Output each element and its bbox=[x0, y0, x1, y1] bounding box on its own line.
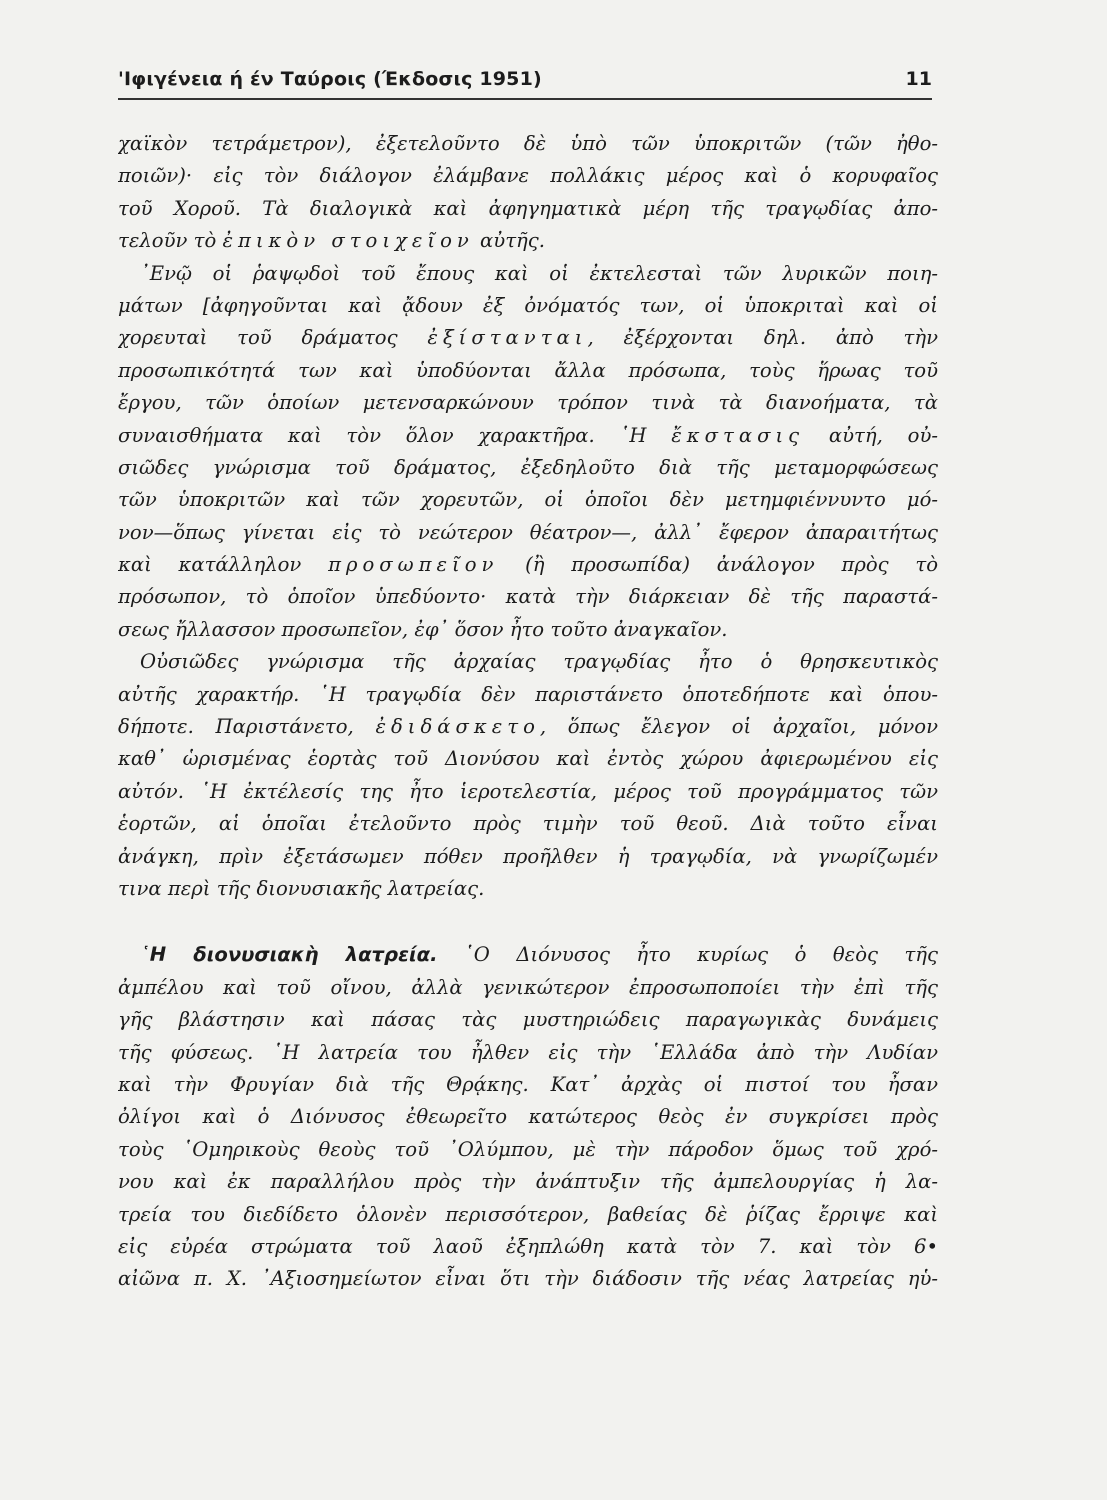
text-line: ᾿Ενῷ οἱ ῥαψῳδοὶ τοῦ ἔπους καὶ οἱ ἐκτελεσταὶ τῶν λυρικῶν ποιη- bbox=[140, 261, 938, 285]
spaced-emphasis: ἐξίστανται bbox=[427, 326, 588, 350]
text-line bbox=[118, 225, 938, 257]
running-title: 'Ιφιγένεια ή έν Ταύροις (Έκδοσις 1951) bbox=[118, 68, 542, 90]
text-line: ἑορτῶν, αἱ ὁποῖαι ἐτελοῦντο πρὸς τιμὴν τοῦ θεοῦ. Διὰ τοῦτο εἶναι bbox=[118, 812, 938, 836]
text-line bbox=[118, 322, 938, 354]
text-line: προσωπικότητά των καὶ ὑποδύονται ἄλλα πρόσωπα, τοὺς ἥρωας τοῦ bbox=[118, 358, 938, 382]
text-line: ὀλίγοι καὶ ὁ Διόνυσος ἐθεωρεῖτο κατώτερος θεὸς ἐν συγκρίσει πρὸς bbox=[118, 1105, 938, 1129]
text-run: , ἐξέρχονται δηλ. ἀπὸ τὴν bbox=[587, 326, 938, 350]
section-gap bbox=[118, 905, 938, 939]
text-line: ἀμπέλου καὶ τοῦ οἴνου, ἀλλὰ γενικώτερον ἐπροσωποποίει τὴν ἐπὶ τῆς bbox=[118, 975, 938, 999]
text-line bbox=[118, 549, 938, 581]
text-line: ἔργου, τῶν ὁποίων μετενσαρκώνουν τρόπον τινὰ τὰ διανοήματα, τὰ bbox=[118, 391, 938, 415]
text-line: νον—ὅπως γίνεται εἰς τὸ νεώτερον θέατρον—, ἀλλ᾿ ἔφερον ἀπαραιτήτως bbox=[118, 520, 938, 544]
text-line: καθ᾿ ὡρισμένας ἑορτὰς τοῦ Διονύσου καὶ ἐντὸς χώρου ἀφιερωμένου εἰς bbox=[118, 747, 938, 771]
text-line: τῶν ὑποκριτῶν καὶ τῶν χορευτῶν, οἱ ὁποῖοι δὲν μετημφιέννυντο μό- bbox=[118, 488, 938, 512]
text-line: εἰς εὐρέα στρώματα τοῦ λαοῦ ἐξηπλώθη κατὰ τὸν 7. καὶ τὸν 6• bbox=[118, 1234, 938, 1258]
text-run: δήποτε. Παριστάνετο, bbox=[118, 715, 376, 739]
text-line: αὐτῆς χαρακτήρ. ῾Η τραγῳδία δὲν παριστάνετο ὁποτεδήποτε καὶ ὁπου- bbox=[118, 682, 938, 706]
section-heading: ῾Η διονυσιακὴ λατρεία. bbox=[140, 943, 438, 967]
text-line: γῆς βλάστησιν καὶ πάσας τὰς μυστηριώδεις παραγωγικὰς δυνάμεις bbox=[118, 1008, 938, 1032]
text-line: τρεία του διεδίδετο ὁλονὲν περισσότερον, βαθείας δὲ ῥίζας ἔρριψε καὶ bbox=[118, 1202, 938, 1226]
running-head bbox=[118, 68, 932, 98]
text-line bbox=[118, 711, 938, 743]
text-run: τελοῦν τὸ bbox=[118, 229, 223, 253]
text-run: αὐτή, οὐ- bbox=[804, 423, 938, 447]
text-run: καὶ κατάλληλον bbox=[118, 553, 329, 577]
text-line: καὶ τὴν Φρυγίαν διὰ τῆς Θρᾴκης. Κατ᾿ ἀρχὰς οἱ πιστοί του ἦσαν bbox=[118, 1072, 938, 1096]
text-run: ῾Ο Διόνυσος ἦτο κυρίως ὁ θεὸς τῆς bbox=[437, 943, 938, 967]
text-line: νου καὶ ἐκ παραλλήλου πρὸς τὴν ἀνάπτυξιν τῆς ἀμπελουργίας ἡ λα- bbox=[118, 1170, 938, 1194]
text-line: σιῶδες γνώρισμα τοῦ δράματος, ἐξεδηλοῦτο διὰ τῆς μεταμορφώσεως bbox=[118, 455, 938, 479]
text-run: χορευταὶ τοῦ δράματος bbox=[118, 326, 428, 350]
spaced-emphasis: ἔκστασις bbox=[671, 423, 805, 447]
text-line: πρόσωπον, τὸ ὁποῖον ὑπεδύοντο· κατὰ τὴν διάρκειαν δὲ τῆς παραστά- bbox=[118, 585, 938, 609]
text-line: τοῦ Χοροῦ. Τὰ διαλογικὰ καὶ ἀφηγηματικὰ μέρη τῆς τραγῳδίας ἀπο- bbox=[118, 196, 938, 220]
text-line: ἀνάγκη, πρὶν ἐξετάσωμεν πόθεν προῆλθεν ἡ τραγῳδία, νὰ γνωρίζωμέν bbox=[118, 844, 938, 868]
text-line: τῆς φύσεως. ῾Η λατρεία του ἦλθεν εἰς τὴν ῾Ελλάδα ἀπὸ τὴν Λυδίαν bbox=[118, 1040, 938, 1064]
text-line: τοὺς ῾Ομηρικοὺς θεοὺς τοῦ ᾿Ολύμπου, μὲ τὴν πάροδον ὅμως τοῦ χρό- bbox=[118, 1137, 938, 1161]
text-line: αὐτόν. ῾Η ἐκτέλεσίς της ἦτο ἱεροτελεστία, μέρος τοῦ προγράμματος τῶν bbox=[118, 779, 938, 803]
text-line bbox=[118, 939, 938, 971]
text-run: συναισθήματα καὶ τὸν ὅλον χαρακτῆρα. ῾Η bbox=[118, 423, 672, 447]
header-rule bbox=[118, 98, 932, 100]
text-line: μάτων [ἀφηγοῦνται καὶ ᾄδουν ἐξ ὀνόματός των, οἱ ὑποκριταὶ καὶ οἱ bbox=[118, 293, 938, 317]
spaced-emphasis: ἐπικὸν στοιχεῖον bbox=[222, 229, 474, 253]
page-number: 11 bbox=[905, 68, 932, 90]
text-line: τινα περὶ τῆς διονυσιακῆς λατρείας. bbox=[118, 876, 485, 900]
text-run: αὐτῆς. bbox=[473, 229, 545, 253]
text-line: Οὐσιῶδες γνώρισμα τῆς ἀρχαίας τραγῳδίας ἦτο ὁ θρησκευτικὸς bbox=[140, 650, 938, 674]
text-line: σεως ἤλλασσον προσωπεῖον, ἐφ᾿ ὅσον ἦτο τοῦτο ἀναγκαῖον. bbox=[118, 617, 728, 641]
text-line bbox=[118, 420, 938, 452]
text-run: (ἢ προσωπίδα) ἀνάλογον πρὸς τὸ bbox=[498, 553, 938, 577]
body-text bbox=[118, 128, 938, 1296]
text-line: ποιῶν)· εἰς τὸν διάλογον ἐλάμβανε πολλάκις μέρος καὶ ὁ κορυφαῖος bbox=[118, 164, 938, 188]
spaced-emphasis: προσωπεῖον bbox=[328, 553, 499, 577]
spaced-emphasis: ἐδιδάσκετο bbox=[375, 715, 540, 739]
text-run: , ὅπως ἔλεγον οἱ ἀρχαῖοι, μόνον bbox=[539, 715, 938, 739]
text-line: χαϊκὸν τετράμετρον), ἐξετελοῦντο δὲ ὑπὸ τῶν ὑποκριτῶν (τῶν ἠθο- bbox=[118, 132, 938, 155]
text-line: αἰῶνα π. Χ. ᾿Αξιοσημείωτον εἶναι ὅτι τὴν διάδοσιν τῆς νέας λατρείας ηὑ- bbox=[118, 1267, 938, 1291]
